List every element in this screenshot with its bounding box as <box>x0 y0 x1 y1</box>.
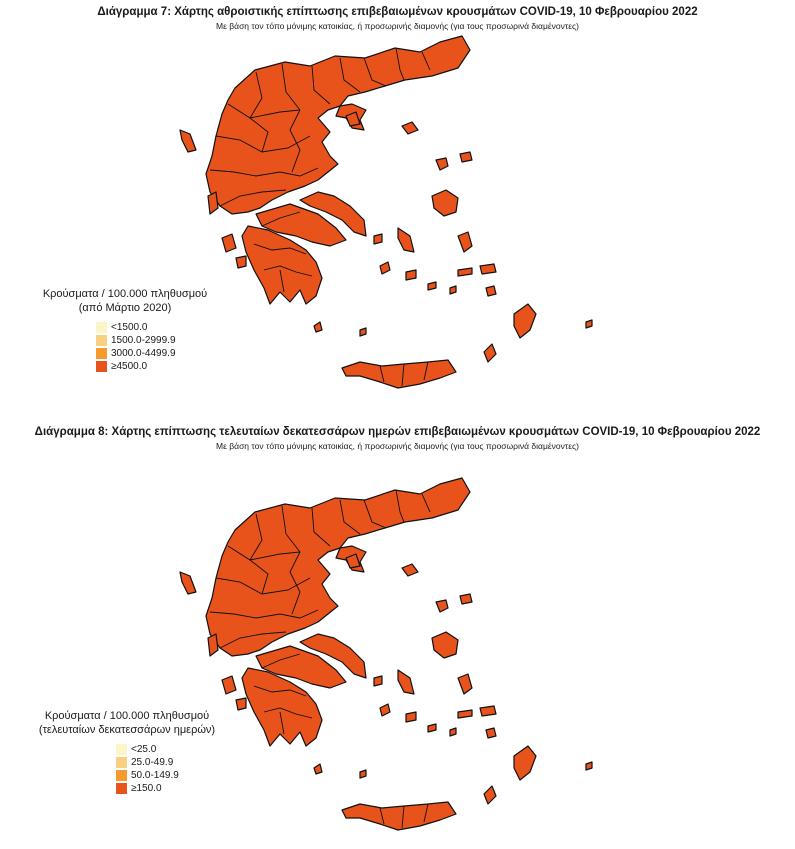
legend-swatch <box>116 783 127 794</box>
legend-label: 25.0-49.9 <box>131 757 174 768</box>
legend-swatch <box>96 348 107 359</box>
legend <box>40 287 210 373</box>
legend-label: ≥150.0 <box>131 783 162 794</box>
legend-label: <25.0 <box>131 744 157 755</box>
legend-subtitle: (από Μάρτιο 2020) <box>78 302 172 314</box>
panel-title: Διάγραμμα 7: Χάρτης αθροιστικής επίπτωσης επιβεβαιωμένων κρουσμάτων COVID-19, 10 Φεβρουαρίου 2022 <box>97 6 698 18</box>
legend-title: Κρούσματα / 100.000 πληθυσμού <box>42 288 208 300</box>
legend-label: 3000.0-4499.9 <box>111 348 176 359</box>
legend-item <box>116 769 222 782</box>
legend-swatch <box>116 770 127 781</box>
map-panel-cumulative <box>0 0 795 415</box>
legend-swatch <box>116 757 127 768</box>
legend-item <box>116 743 222 756</box>
legend-item <box>116 782 222 795</box>
legend-item <box>116 756 222 769</box>
legend-swatch <box>96 335 107 346</box>
panel-title: Διάγραμμα 8: Χάρτης επίπτωσης τελευταίων δεκατεσσάρων ημερών επιβεβαιωμένων κρουσμάτων COVID-19, 10 Φεβρουαρίου 2022 <box>34 426 761 438</box>
legend <box>32 709 222 795</box>
map-panel-14day <box>0 420 795 849</box>
legend-label: 1500.0-2999.9 <box>111 335 176 346</box>
legend-title: Κρούσματα / 100.000 πληθυσμού <box>44 710 210 722</box>
legend-label: 50.0-149.9 <box>131 770 179 781</box>
legend-swatch <box>96 322 107 333</box>
legend-item <box>96 360 210 373</box>
panel-subtitle: Με βάση τον τόπο μόνιμης κατοικίας, ή προσωρινής διαμονής (για τους προσωρινά διαμένοντες) <box>216 441 579 451</box>
legend-item <box>96 321 210 334</box>
panel-subtitle: Με βάση τον τόπο μόνιμης κατοικίας, ή προσωρινής διαμονής (για τους προσωρινά διαμένοντες) <box>216 21 579 31</box>
greece-regions <box>180 478 592 830</box>
greece-regions <box>180 36 592 388</box>
legend-swatch <box>96 361 107 372</box>
legend-label: ≥4500.0 <box>111 361 148 372</box>
legend-label: <1500.0 <box>111 322 148 333</box>
legend-item <box>96 334 210 347</box>
legend-subtitle: (τελευταίων δεκατεσσάρων ημερών) <box>38 724 216 736</box>
legend-item <box>96 347 210 360</box>
legend-swatch <box>116 744 127 755</box>
